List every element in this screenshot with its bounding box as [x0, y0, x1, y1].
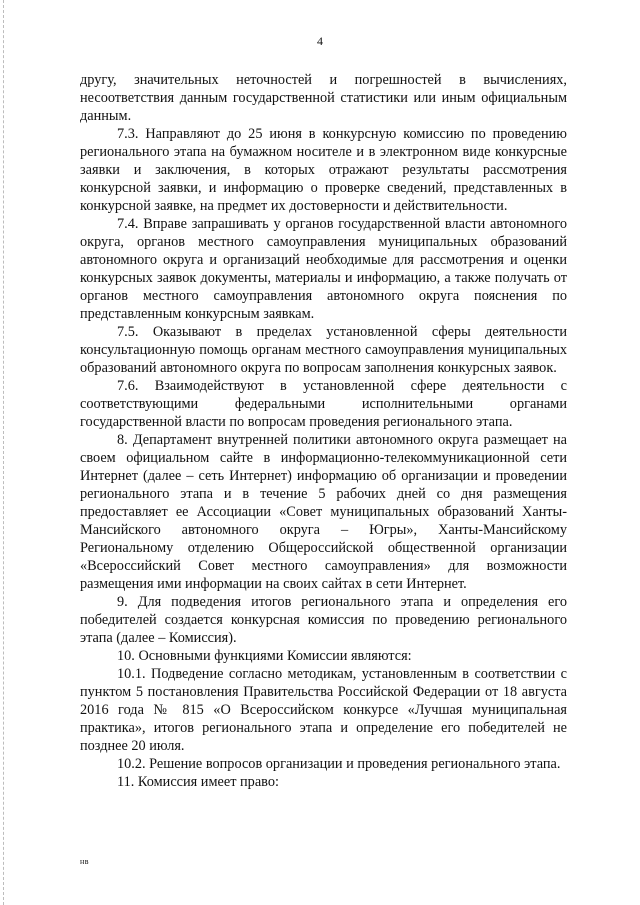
paragraph-7-3: 7.3. Направляют до 25 июня в конкурсную комиссию по проведению регионального этапа на бумажном носителе и в электронном виде конкурсные заявки и заключения, в которых отражают результаты рассмотрения конкурсной заявки, и информацию о проверке сведений, представленных в конкурсной заявке, на предмет их достоверности и действительности. [80, 126, 567, 214]
paragraph-continuation: другу, значительных неточностей и погрешностей в вычислениях, несоответствия данным государственной статистики или иным официальным данным. [80, 72, 567, 124]
paragraph-9: 9. Для подведения итогов регионального этапа и определения его победителей создается конкурсная комиссия по проведению регионального этапа (далее – Комиссия). [80, 594, 567, 646]
paragraph-10-1: 10.1. Подведение согласно методикам, установленным в соответствии с пунктом 5 постановления Правительства Российской Федерации от 18 августа 2016 года № 815 «О Всероссийском конкурсе «Лучшая муниципальная практика», итогов регионального этапа и определение его победителей не позднее 20 июля. [80, 666, 567, 754]
page-number: 4 [317, 34, 323, 48]
paragraph-8: 8. Департамент внутренней политики автономного округа размещает на своем официальном сайте в информационно-телекоммуникационной сети Интернет (далее – сеть Интернет) информацию об организации и проведении регионального этапа и в течение 5 рабочих дней со дня размещения предоставляет ее Ассоциации «Совет муниципальных образований Ханты-Мансийского автономного округа – Югры», Ханты-Мансийскому Региональному отделению Общероссийской общественной организации «Всероссийский Совет местного самоуправления» для возможности размещения ими информации на своих сайтах в сети Интернет. [80, 432, 567, 592]
document-body [80, 71, 567, 791]
page-edge-line [3, 0, 5, 905]
paragraph-10: 10. Основными функциями Комиссии являются: [117, 648, 412, 664]
paragraph-7-6: 7.6. Взаимодействуют в установленной сфере деятельности с соответствующими федеральными исполнительными органами государственной власти по вопросам проведения регионального этапа. [80, 378, 567, 430]
paragraph-7-5: 7.5. Оказывают в пределах установленной сферы деятельности консультационную помощь органам местного самоуправления муниципальных образований автономного округа по вопросам заполнения конкурсных заявок. [80, 324, 567, 376]
footer-initials: нв [80, 857, 90, 866]
paragraph-11: 11. Комиссия имеет право: [117, 774, 279, 790]
paragraph-10-2: 10.2. Решение вопросов организации и проведения регионального этапа. [117, 756, 561, 772]
paragraph-7-4: 7.4. Вправе запрашивать у органов государственной власти автономного округа, органов местного самоуправления муниципальных образований автономного округа и организаций необходимые для рассмотрения и оценки конкурсных заявок документы, материалы и информацию, а также получать от органов местного самоуправления автономного округа пояснения по представленным конкурсным заявкам. [80, 216, 567, 322]
